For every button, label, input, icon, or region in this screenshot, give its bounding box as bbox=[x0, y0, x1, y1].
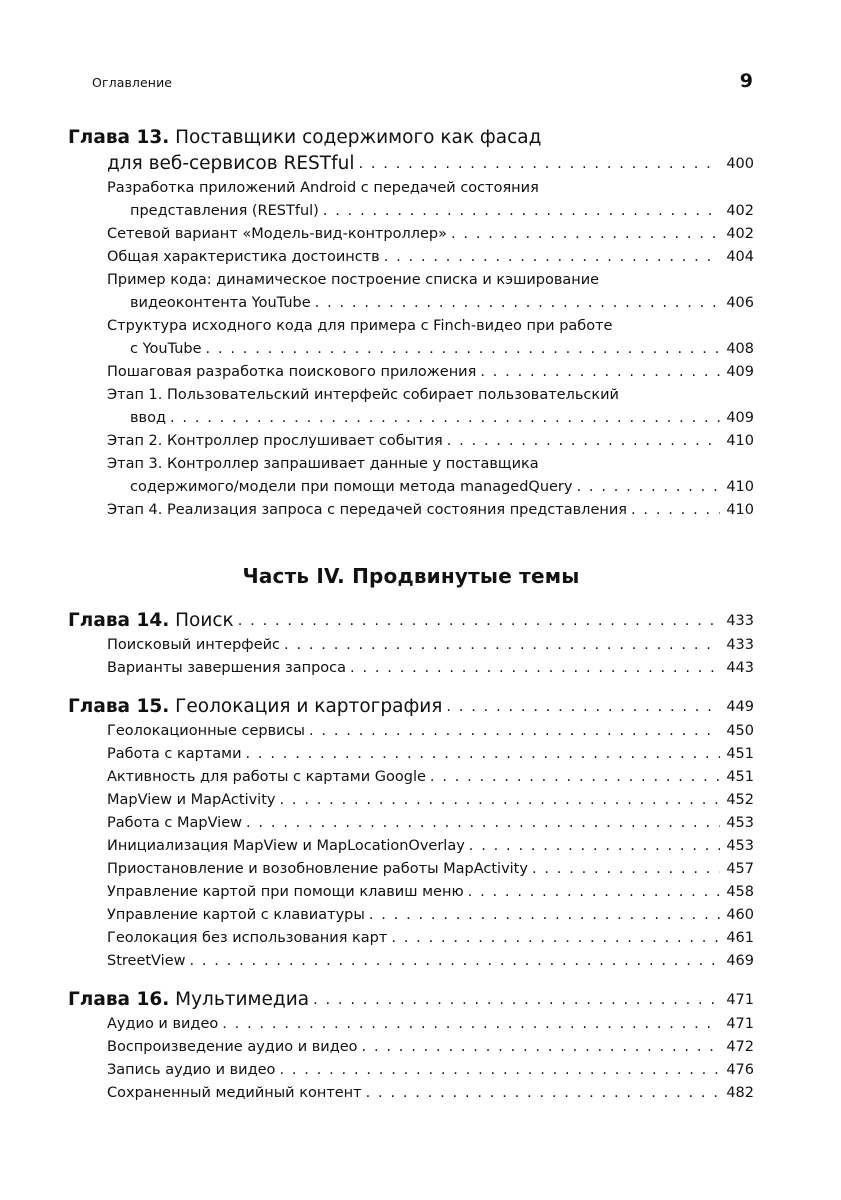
dot-leader bbox=[576, 476, 720, 499]
section-title: MapView и MapActivity bbox=[107, 792, 276, 808]
dot-leader bbox=[284, 634, 720, 657]
page-ref: 402 bbox=[726, 226, 754, 242]
dot-leader bbox=[362, 1036, 720, 1059]
page-ref: 471 bbox=[726, 992, 754, 1008]
toc-entry[interactable] bbox=[68, 657, 754, 680]
section-title: Поисковый интерфейс bbox=[107, 637, 281, 653]
page-ref: 453 bbox=[726, 838, 754, 854]
toc-entry[interactable] bbox=[68, 200, 754, 223]
dot-leader bbox=[468, 881, 720, 904]
page-header bbox=[92, 70, 753, 92]
toc-entry[interactable] bbox=[68, 927, 754, 950]
chapter-label: Глава 16. bbox=[68, 989, 170, 1010]
dot-leader bbox=[451, 223, 720, 246]
page-ref: 450 bbox=[726, 723, 754, 739]
table-of-contents bbox=[68, 124, 754, 1105]
page-ref: 476 bbox=[726, 1062, 754, 1078]
toc-entry[interactable] bbox=[68, 499, 754, 522]
toc-entry[interactable] bbox=[68, 743, 754, 766]
dot-leader bbox=[323, 200, 720, 223]
page-ref: 410 bbox=[726, 479, 754, 495]
section-title: Работа с MapView bbox=[107, 815, 242, 831]
chapter-title-cont: для веб-сервисов RESTful bbox=[107, 153, 355, 174]
dot-leader bbox=[246, 812, 720, 835]
section-title: Приостановление и возобновление работы MapActivity bbox=[107, 861, 528, 877]
dot-leader bbox=[430, 766, 720, 789]
section-title: Разработка приложений Android с передачей состояния bbox=[107, 180, 539, 196]
dot-leader bbox=[391, 927, 720, 950]
section-title: Пример кода: динамическое построение списка и кэширование bbox=[107, 272, 600, 288]
toc-entry[interactable] bbox=[68, 835, 754, 858]
section-title: Геолокация без использования карт bbox=[107, 930, 388, 946]
chapter-title-line bbox=[68, 124, 754, 151]
page-ref: 453 bbox=[726, 815, 754, 831]
dot-leader bbox=[170, 407, 720, 430]
dot-leader bbox=[246, 743, 720, 766]
toc-entry[interactable] bbox=[68, 858, 754, 881]
chapter-label: Глава 15. bbox=[68, 696, 170, 717]
section-title: Этап 3. Контроллер запрашивает данные у поставщика bbox=[107, 456, 539, 472]
dot-leader bbox=[189, 950, 720, 973]
chapter-title: Поставщики содержимого как фасад bbox=[175, 127, 542, 148]
dot-leader bbox=[279, 789, 720, 812]
chapter-13 bbox=[68, 124, 754, 522]
section-title: Общая характеристика достоинств bbox=[107, 249, 380, 265]
section-title: Этап 1. Пользовательский интерфейс собирает пользовательский bbox=[107, 387, 619, 403]
dot-leader bbox=[313, 987, 720, 1013]
dot-leader bbox=[469, 835, 720, 858]
toc-entry[interactable] bbox=[68, 292, 754, 315]
page-ref: 402 bbox=[726, 203, 754, 219]
toc-entry[interactable] bbox=[68, 904, 754, 927]
toc-entry[interactable] bbox=[68, 1036, 754, 1059]
chapter-15 bbox=[68, 694, 754, 973]
dot-leader bbox=[366, 1082, 720, 1105]
page-ref: 408 bbox=[726, 341, 754, 357]
section-title: Сетевой вариант «Модель-вид-контроллер» bbox=[107, 226, 447, 242]
toc-entry[interactable] bbox=[68, 476, 754, 499]
page-ref: 409 bbox=[726, 410, 754, 426]
section-title-cont: ввод bbox=[130, 410, 166, 426]
page-ref: 404 bbox=[726, 249, 754, 265]
toc-entry[interactable] bbox=[68, 766, 754, 789]
page-ref: 443 bbox=[726, 660, 754, 676]
page-ref: 409 bbox=[726, 364, 754, 380]
page-ref: 458 bbox=[726, 884, 754, 900]
page-ref: 469 bbox=[726, 953, 754, 969]
toc-entry[interactable] bbox=[68, 881, 754, 904]
toc-entry[interactable] bbox=[68, 1082, 754, 1105]
dot-leader bbox=[206, 338, 720, 361]
page-ref: 400 bbox=[726, 156, 754, 172]
dot-leader bbox=[532, 858, 720, 881]
dot-leader bbox=[631, 499, 720, 522]
toc-entry[interactable] bbox=[68, 694, 754, 720]
page-number: 9 bbox=[739, 70, 753, 92]
toc-entry[interactable] bbox=[68, 608, 754, 634]
toc-entry[interactable] bbox=[68, 361, 754, 384]
toc-entry[interactable] bbox=[68, 634, 754, 657]
spacer bbox=[68, 680, 754, 694]
section-title: Инициализация MapView и MapLocationOverlay bbox=[107, 838, 465, 854]
toc-entry[interactable] bbox=[68, 1059, 754, 1082]
dot-leader bbox=[447, 430, 720, 453]
toc-entry[interactable] bbox=[68, 246, 754, 269]
chapter-16 bbox=[68, 987, 754, 1105]
chapter-title: Поиск bbox=[175, 610, 234, 631]
section-title: Этап 4. Реализация запроса с передачей состояния представления bbox=[107, 502, 627, 518]
dot-leader bbox=[369, 904, 720, 927]
page-ref: 449 bbox=[726, 699, 754, 715]
page-ref: 406 bbox=[726, 295, 754, 311]
page-ref: 410 bbox=[726, 502, 754, 518]
page-ref: 433 bbox=[726, 613, 754, 629]
running-head: Оглавление bbox=[92, 75, 173, 90]
page-ref: 471 bbox=[726, 1016, 754, 1032]
toc-entry[interactable] bbox=[68, 338, 754, 361]
section-title: Геолокационные сервисы bbox=[107, 723, 306, 739]
toc-entry[interactable] bbox=[68, 812, 754, 835]
chapter-label: Глава 13. bbox=[68, 127, 170, 148]
dot-leader bbox=[358, 151, 720, 177]
toc-entry[interactable] bbox=[68, 151, 754, 177]
dot-leader bbox=[315, 292, 720, 315]
section-title: Управление картой при помощи клавиш меню bbox=[107, 884, 464, 900]
toc-entry[interactable] bbox=[68, 430, 754, 453]
section-title: Управление картой с клавиатуры bbox=[107, 907, 365, 923]
toc-entry[interactable] bbox=[68, 987, 754, 1013]
chapter-14 bbox=[68, 608, 754, 680]
section-title: Запись аудио и видео bbox=[107, 1062, 276, 1078]
dot-leader bbox=[480, 361, 720, 384]
section-title-cont: представления (RESTful) bbox=[130, 203, 319, 219]
page-ref: 482 bbox=[726, 1085, 754, 1101]
dot-leader bbox=[446, 694, 720, 720]
toc-entry[interactable] bbox=[68, 789, 754, 812]
section-title-cont: видеоконтента YouTube bbox=[130, 295, 311, 311]
dot-leader bbox=[238, 608, 720, 634]
page-ref: 460 bbox=[726, 907, 754, 923]
dot-leader bbox=[350, 657, 720, 680]
section-title: Варианты завершения запроса bbox=[107, 660, 347, 676]
dot-leader bbox=[222, 1013, 720, 1036]
page-ref: 451 bbox=[726, 746, 754, 762]
section-title-cont: содержимого/модели при помощи метода managedQuery bbox=[130, 479, 573, 495]
toc-entry[interactable] bbox=[68, 407, 754, 430]
toc-entry[interactable] bbox=[68, 1013, 754, 1036]
toc-entry[interactable] bbox=[68, 720, 754, 743]
section-title: Пошаговая разработка поискового приложения bbox=[107, 364, 477, 380]
section-title: Этап 2. Контроллер прослушивает события bbox=[107, 433, 443, 449]
section-title: Воспроизведение аудио и видео bbox=[107, 1039, 358, 1055]
page-ref: 452 bbox=[726, 792, 754, 808]
toc-entry[interactable] bbox=[68, 223, 754, 246]
section-title: Активность для работы с картами Google bbox=[107, 769, 426, 785]
toc-entry[interactable] bbox=[68, 950, 754, 973]
page-ref: 433 bbox=[726, 637, 754, 653]
page-ref: 451 bbox=[726, 769, 754, 785]
chapter-title: Геолокация и картография bbox=[175, 696, 443, 717]
chapter-title: Мультимедиа bbox=[175, 989, 310, 1010]
section-title: Аудио и видео bbox=[107, 1016, 219, 1032]
part-title: Часть IV. Продвинутые темы bbox=[242, 564, 580, 588]
spacer bbox=[68, 973, 754, 987]
section-title: StreetView bbox=[107, 953, 186, 969]
dot-leader bbox=[384, 246, 720, 269]
page-ref: 461 bbox=[726, 930, 754, 946]
dot-leader bbox=[279, 1059, 720, 1082]
section-title: Структура исходного кода для примера с Finch-видео при работе bbox=[107, 318, 613, 334]
section-title: Работа с картами bbox=[107, 746, 242, 762]
page-ref: 410 bbox=[726, 433, 754, 449]
page-ref: 472 bbox=[726, 1039, 754, 1055]
dot-leader bbox=[309, 720, 720, 743]
chapter-label: Глава 14. bbox=[68, 610, 170, 631]
section-title-cont: с YouTube bbox=[130, 341, 202, 357]
section-title: Сохраненный медийный контент bbox=[107, 1085, 362, 1101]
page-ref: 457 bbox=[726, 861, 754, 877]
